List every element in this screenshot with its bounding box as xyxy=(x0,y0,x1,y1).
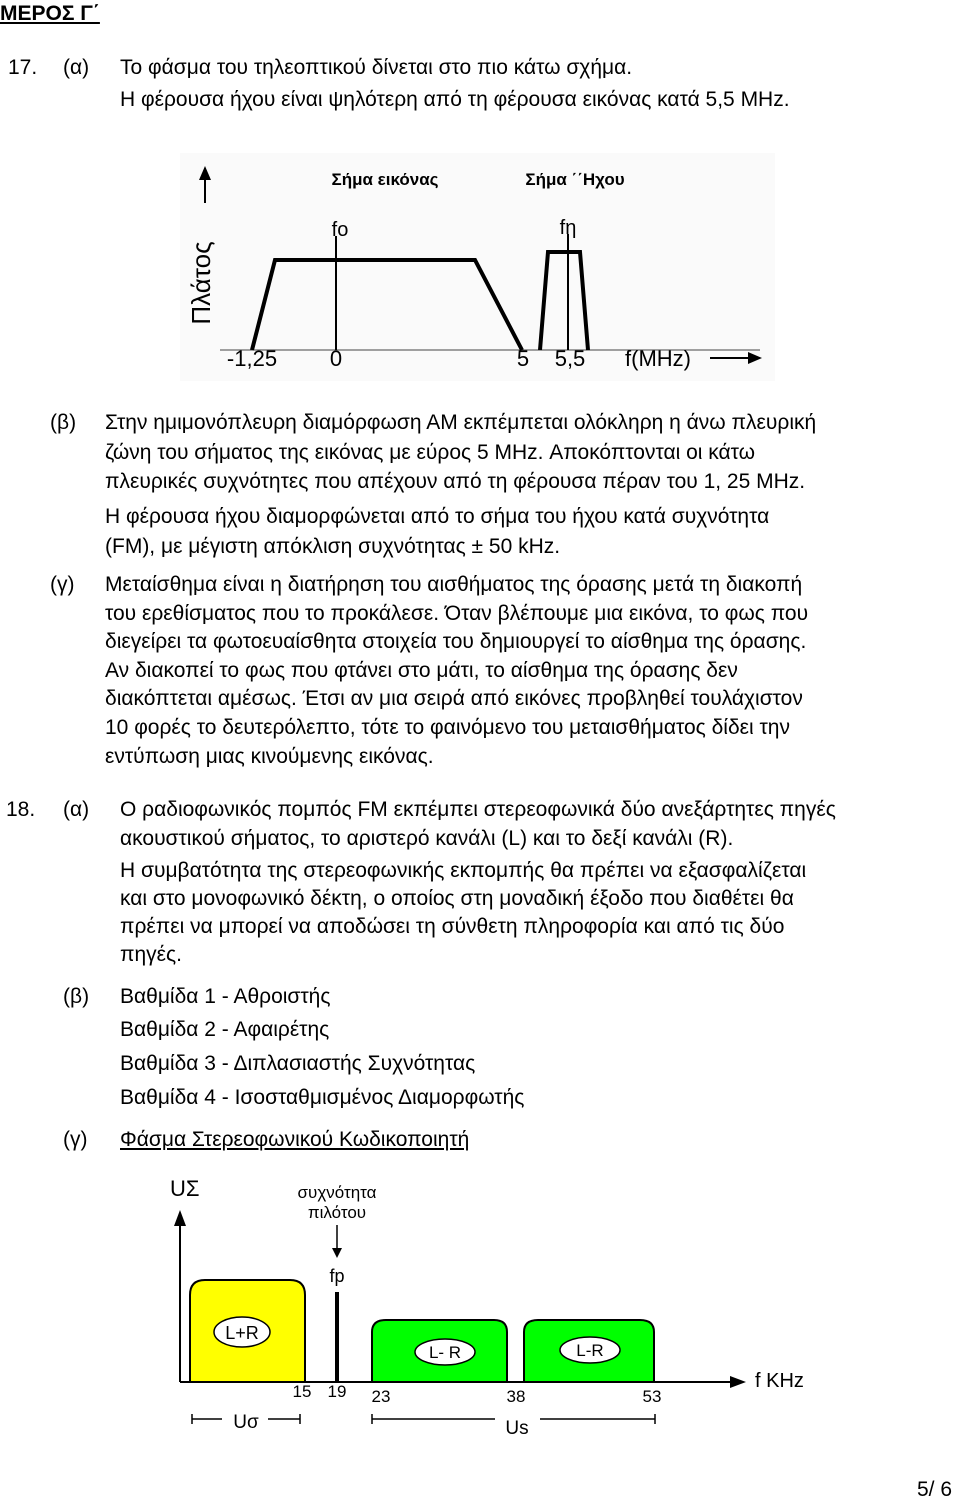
q17-c-line-2: του ερεθίσματος που το προκάλεσε. Όταν βλέπουμε μια εικόνα, το φως που xyxy=(105,602,809,625)
q18-a-label: (α) xyxy=(63,798,90,821)
label-audio-signal: Σήμα ΄΄Ηχου xyxy=(525,170,625,189)
q18-c-title: Φάσμα Στερεοφωνικού Κωδικοποιητή xyxy=(120,1128,470,1151)
l-minus-r-label-upper: L-R xyxy=(576,1341,604,1360)
q18-b-stage-1: Βαθμίδα 1 - Αθροιστής xyxy=(120,985,331,1008)
x-axis-arrow xyxy=(730,1376,746,1388)
tick-53: 53 xyxy=(642,1387,662,1406)
q18-a-line-4: και στο μονοφωνικό δέκτη, ο οποίος στη μοναδική έξοδο που διαθέτει θα xyxy=(120,887,794,910)
q17-a-line-2: Η φέρουσα ήχου είναι ψηλότερη από τη φέρουσα εικόνας κατά 5,5 MHz. xyxy=(120,88,790,111)
tick-23: 23 xyxy=(371,1387,391,1406)
q18-a-line-3: Η συμβατότητα της στερεοφωνικής εκπομπής θα πρέπει να εξασφαλίζεται xyxy=(120,859,807,882)
label-video-signal: Σήμα εικόνας xyxy=(331,170,439,189)
q17-c-line-6: 10 φορές το δευτερόλεπτο, τότε το φαινόμενο του μεταισθήματος δίδει την xyxy=(105,716,790,739)
q17-c-line-3: διεγείρει τα φωτοευαίσθητα στοιχεία του δημιουργεί το αίσθημα της όρασης. xyxy=(105,630,807,653)
tick-15: 15 xyxy=(292,1382,312,1401)
tick-38: 38 xyxy=(506,1387,526,1406)
tick-19: 19 xyxy=(327,1382,347,1401)
q18-b-stage-4: Βαθμίδα 4 - Ισοσταθμισμένος Διαμορφωτής xyxy=(120,1086,525,1109)
stereo-spectrum-figure xyxy=(150,1170,830,1450)
pilot-fp-label: fp xyxy=(329,1266,345,1286)
q17-number: 17. xyxy=(8,56,38,79)
q17-b-line-3: πλευρικές συχνότητες που απέχουν από τη φέρουσα πέραν του 1, 25 MHz. xyxy=(105,470,806,493)
video-carrier-label: fo xyxy=(331,219,349,241)
section-heading: ΜΕΡΟΣ Γ΄ xyxy=(0,2,100,25)
tick-minus-1-25: -1,25 xyxy=(226,346,278,371)
q17-b-line-1: Στην ημιμονόπλευρη διαμόρφωση ΑΜ εκπέμπεται ολόκληρη η άνω πλευρική xyxy=(105,411,817,434)
q17-c-label: (γ) xyxy=(50,573,75,596)
audio-carrier-label: fη xyxy=(559,217,577,239)
q17-c-line-4: Αν διακοπεί το φως που φτάνει στο μάτι, το αίσθημα της όρασης δεν xyxy=(105,659,738,682)
tick-5-5: 5,5 xyxy=(554,346,586,371)
tick-0: 0 xyxy=(329,346,343,371)
y-axis-label: UΣ xyxy=(170,1176,200,1201)
u-sigma-label: Uσ xyxy=(233,1412,259,1433)
x-axis-label: f KHz xyxy=(755,1370,804,1392)
q17-c-line-1: Μεταίσθημα είναι η διατήρηση του αισθήματος της όρασης μετά τη διακοπή xyxy=(105,573,803,596)
q18-c-label: (γ) xyxy=(63,1128,88,1151)
q17-b-label: (β) xyxy=(50,411,77,434)
us-label: Us xyxy=(505,1418,529,1439)
q17-b-line-5: (FM), με μέγιστη απόκλιση συχνότητας ± 50 kHz. xyxy=(105,535,561,558)
tv-spectrum-figure xyxy=(170,148,780,388)
q17-b-line-4: Η φέρουσα ήχου διαμορφώνεται από το σήμα του ήχου κατά συχνότητα xyxy=(105,505,770,528)
pilot-label-2: πιλότου xyxy=(307,1203,367,1222)
q17-c-line-7: εντύπωση μιας κινούμενης εικόνας. xyxy=(105,745,434,768)
q17-c-line-5: διακόπτεται αμέσως. Έτσι αν μια σειρά από εικόνες προβληθεί τουλάχιστον xyxy=(105,687,803,710)
q18-b-stage-3: Βαθμίδα 3 - Διπλασιαστής Συχνότητας xyxy=(120,1052,476,1075)
tick-5: 5 xyxy=(516,346,530,371)
q18-a-line-2: ακουστικού σήματος, το αριστερό κανάλι (L) και το δεξί κανάλι (R). xyxy=(120,827,734,850)
q18-a-line-1: Ο ραδιοφωνικός πομπός FM εκπέμπει στερεοφωνικά δύο ανεξάρτητες πηγές xyxy=(120,798,836,821)
pilot-pointer-arrow xyxy=(332,1248,342,1258)
q18-a-line-5: πρέπει να μπορεί να αποδώσει τη σύνθετη πληροφορία και από τις δύο xyxy=(120,915,785,938)
y-axis-label: Πλάτος xyxy=(186,241,216,325)
q18-b-label: (β) xyxy=(63,985,90,1008)
l-minus-r-label-lower: L- R xyxy=(428,1343,462,1362)
y-axis-arrow xyxy=(174,1210,186,1226)
q17-a-line-1: Το φάσμα του τηλεοπτικού δίνεται στο πιο κάτω σχήμα. xyxy=(120,56,633,79)
q17-a-label: (α) xyxy=(63,56,90,79)
pilot-label-1: συχνότητα xyxy=(297,1183,377,1202)
q18-b-stage-2: Βαθμίδα 2 - Αφαιρέτης xyxy=(120,1018,330,1041)
q18-number: 18. xyxy=(6,798,36,821)
l-plus-r-label: L+R xyxy=(225,1323,259,1343)
q17-b-line-2: ζώνη του σήματος της εικόνας με εύρος 5 MHz. Αποκόπτονται οι κάτω xyxy=(105,441,756,464)
q18-a-line-6: πηγές. xyxy=(120,943,182,966)
page-number: 5/ 6 xyxy=(917,1478,953,1501)
x-axis-label: f(MHz) xyxy=(625,346,691,371)
